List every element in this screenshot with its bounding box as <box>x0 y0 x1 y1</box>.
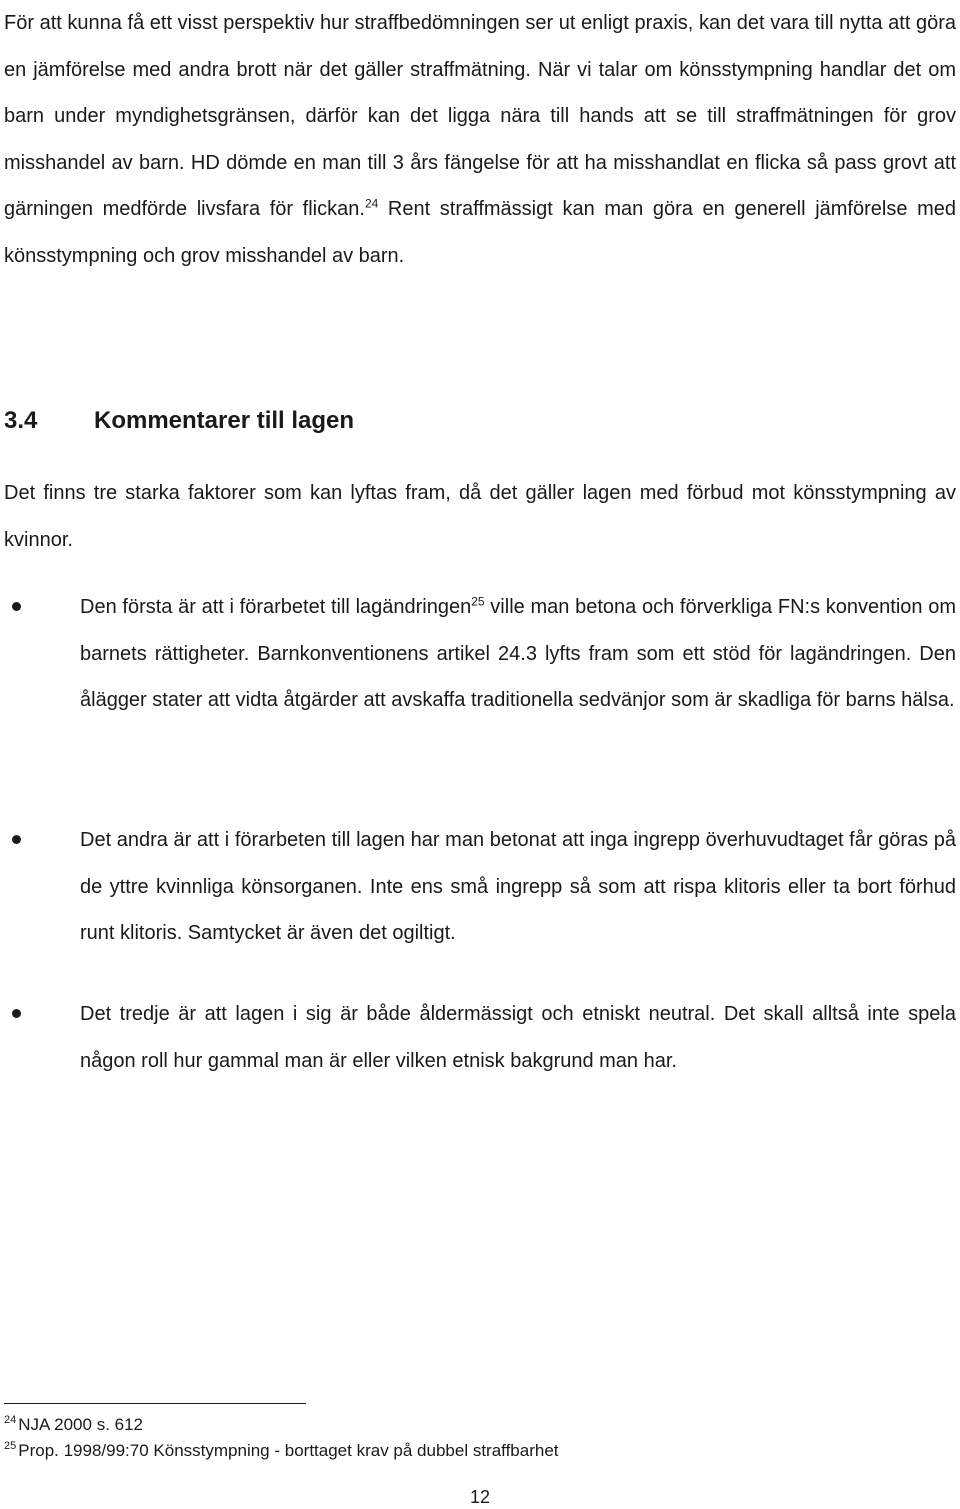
bullet-1-text-after: ville man betona och förverkliga FN:s konvention om barnets rättigheter. Barnkonventionens artikel 24.3 lyfts fram som ett stöd för lagändringen. Den ålägger stater att vidta åtgärder att avskaffa traditionella sedvänjor som är skadliga för barns hälsa. <box>80 596 957 711</box>
footnote-divider <box>4 1403 306 1404</box>
section-heading <box>4 398 354 444</box>
footnote-24 <box>4 1414 143 1436</box>
footnote-text: NJA 2000 s. 612 <box>18 1415 144 1434</box>
footnote-number: 24 <box>4 1414 17 1427</box>
bullet-icon <box>12 1009 21 1018</box>
section-intro-paragraph <box>4 470 956 563</box>
footnote-text: Prop. 1998/99:70 Könsstympning - borttaget krav på dubbel straffbarhet <box>18 1441 559 1460</box>
bullet-icon <box>12 835 21 844</box>
bullet-2-text: Det andra är att i förarbeten till lagen har man betonat att inga ingrepp överhuvudtaget får göras på de yttre kvinnliga könsorganen. Inte ens små ingrepp så som att rispa klitoris eller ta bort förhud runt klitoris. Samtycket är även det ogiltigt. <box>80 829 956 944</box>
section-intro-text: Det finns tre starka faktorer som kan lyftas fram, då det gäller lagen med förbud mot könsstympning av kvinnor. <box>4 482 956 551</box>
bullet-3-text: Det tredje är att lagen i sig är både åldermässigt och etniskt neutral. Det skall alltså inte spela någon roll hur gammal man är eller vilken etnisk bakgrund man har. <box>80 1003 956 1072</box>
intro-text-part1: För att kunna få ett visst perspektiv hur straffbedömningen ser ut enligt praxis, kan det vara till nytta att göra en jämförelse med andra brott när det gäller straffmätning. När vi talar om könsstympning handlar det om barn under myndighetsgränsen, därför kan det ligga nära till hands att se till straffmätningen för grov misshandel av barn. HD dömde en man till 3 års fängelse för att ha misshandlat en flicka så pass grovt att gärningen medförde livsfara för flickan. <box>4 12 956 220</box>
bullet-1-text-before: Den första är att i förarbetet till lagändringen <box>80 596 472 618</box>
intro-paragraph <box>4 0 956 279</box>
footnote-25 <box>4 1440 559 1462</box>
section-number: 3.4 <box>4 407 38 434</box>
page-number: 12 <box>469 1487 491 1507</box>
footnote-number: 25 <box>4 1440 17 1453</box>
intro-text-part2: Rent straffmässigt kan man göra en generell jämförelse med könsstympning och grov misshandel av barn. <box>4 198 956 267</box>
bullet-icon <box>12 602 21 611</box>
footnote-ref-25[interactable]: 25 <box>471 594 485 609</box>
footnote-ref-24[interactable]: 24 <box>364 196 379 211</box>
section-title: Kommentarer till lagen <box>94 407 355 434</box>
